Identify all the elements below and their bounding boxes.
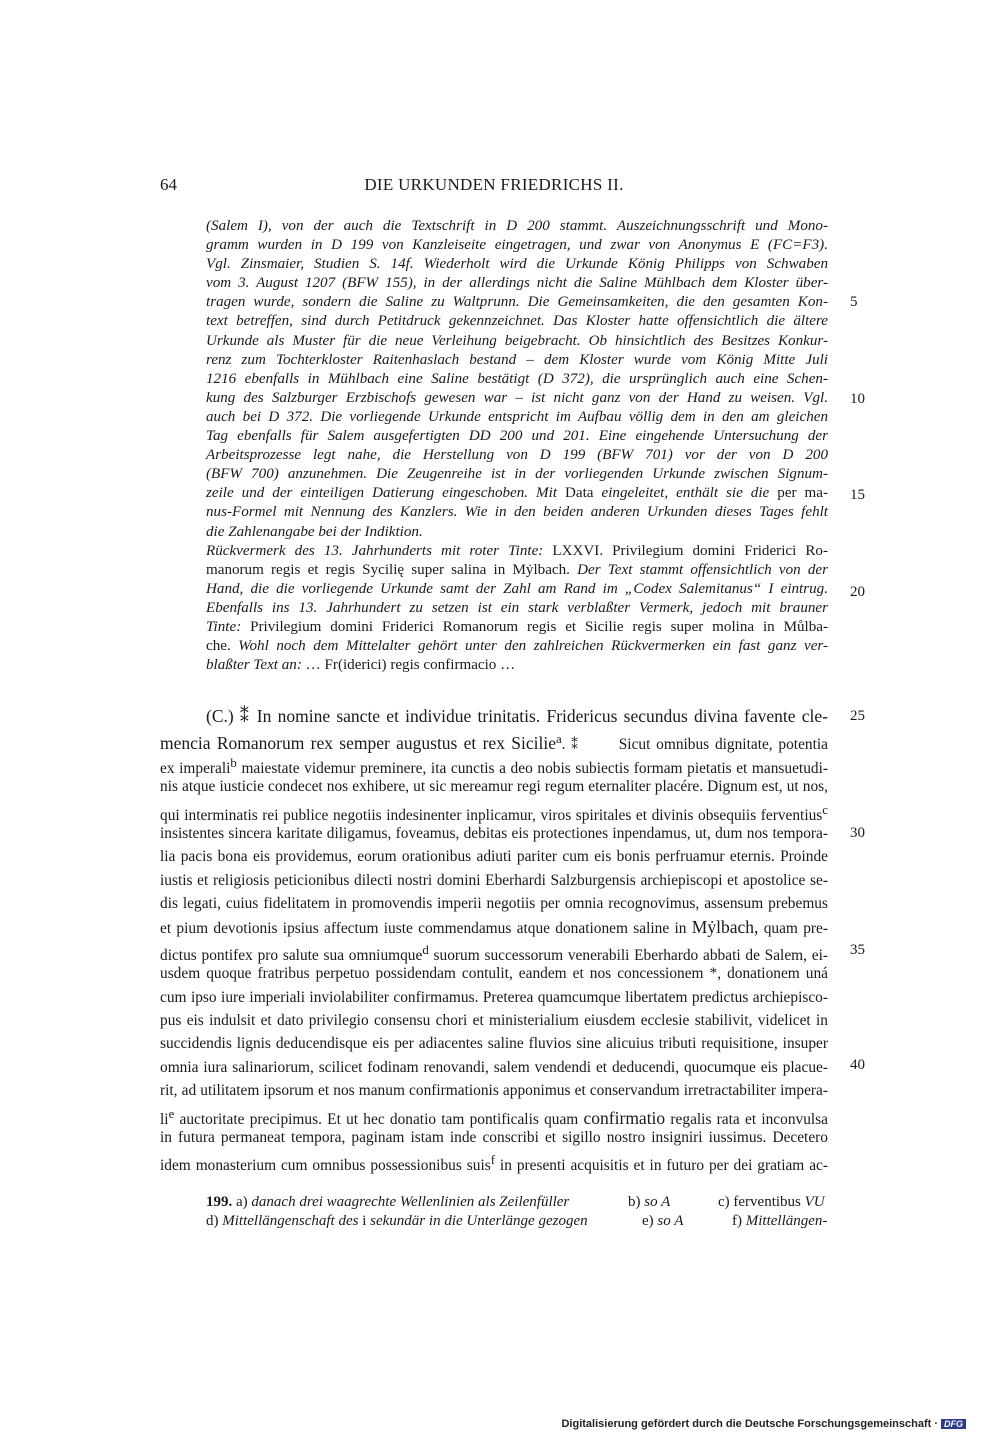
line-number: 20 bbox=[850, 584, 865, 600]
note-d bbox=[206, 1212, 588, 1231]
commentary-line: nus-Formel mit Nennung des Kanzlers. Wie in den beiden anderen Urkunden dieses Tages fehlt bbox=[206, 504, 828, 521]
commentary-line: (BFW 700) anzunehmen. Die Zeugenreihe ist in der vorliegenden Urkunde zwischen Signum- bbox=[206, 466, 828, 483]
line-number: 40 bbox=[850, 1057, 865, 1073]
commentary-line: 1216 ebenfalls in Mühlbach eine Saline bestätigt (D 372), die ursprünglich auch eine Schen- bbox=[206, 370, 828, 387]
commentary-line bbox=[206, 618, 828, 637]
note-text: ferventibus bbox=[733, 1194, 801, 1210]
filler-mark: ⁑ bbox=[571, 737, 579, 753]
text-line: pus eis indulsit et dato privilegio consensu chori et ministerialium eiusdem ecclesie stabilivit, videlicet in bbox=[160, 1012, 828, 1030]
text-line bbox=[160, 752, 828, 775]
commentary-line: kung des Salzburger Erzbischofs gewesen war – ist nicht ganz von der Hand zu weisen. Vgl. bbox=[206, 389, 828, 406]
commentary-line: Hand, die die vorliegende Urkunde samt der Zahl am Rand im „Codex Salemitanus“ I eintrug. bbox=[206, 580, 828, 597]
note-text: i bbox=[362, 1213, 367, 1229]
text-segment: idem monasterium cum omnibus possessionibus suis bbox=[160, 1157, 491, 1175]
commentary-line: auch bei D 372. Die vorliegende Urkunde entspricht im Aufbau völlig dem in den am gleichen bbox=[206, 408, 828, 425]
note-text: danach drei waagrechte Wellenlinien als Zeilenfüller bbox=[251, 1194, 570, 1210]
text-line: omnia iura salinariorum, scilicet fodinam renovandi, salem vendendi et deducendi, quocumque eis placue- bbox=[160, 1058, 828, 1076]
commentary-text: eingeleitet, enthält sie die bbox=[601, 485, 770, 502]
commentary-text: blaßter Text an: bbox=[206, 657, 302, 674]
text-line: nis atque iusticie condecet nos exhibere, ut sic mereamur regi regum eternaliter placére. Dignum est, ut nos, bbox=[160, 778, 828, 796]
running-title: DIE URKUNDEN FRIEDRICHS II. bbox=[364, 175, 624, 194]
line-number: 30 bbox=[850, 825, 865, 841]
commentary-line bbox=[206, 637, 828, 656]
note-c bbox=[718, 1193, 825, 1212]
text-segment: dictus pontifex pro salute sua omniumque bbox=[160, 947, 423, 965]
commentary-line: Vgl. Zinsmaier, Studien S. 14f. Wiederholt wird die Urkunde König Philipps von Schwaben bbox=[206, 256, 828, 273]
text-segment: et pium devotionis ipsius affectum iuste commendamus atque donationem saline in bbox=[160, 919, 687, 937]
note-text: so A bbox=[644, 1194, 671, 1210]
critical-apparatus bbox=[206, 1193, 828, 1233]
text-segment: maiestate videmur preminere, ita cunctis a deo nobis subiectis formam pietatis et mansuetudi- bbox=[241, 759, 828, 777]
text-segment: ex imperali bbox=[160, 759, 231, 777]
text-segment: suorum successorum venerabili Eberhardo abbati de Salem, ei- bbox=[433, 947, 828, 965]
quoted-note: che. bbox=[206, 638, 231, 655]
commentary-line: (Salem I), von der auch die Textschrift in D 200 stammt. Auszeichnungsschrift und Mono- bbox=[206, 218, 828, 234]
commentary-line: vom 3. August 1207 (BFW 155), in der allerdings nicht die Saline Mühlbach dem Kloster über- bbox=[206, 275, 828, 292]
quoted-note: … Fr(iderici) regis confirmacio … bbox=[305, 657, 516, 674]
commentary-line: Tag ebenfalls für Salem ausgefertigten DD 200 und 201. Eine eingehende Untersuchung der bbox=[206, 428, 828, 445]
commentary-line: tragen wurde, sondern die Saline zu Waltprunn. Die Gemeinsamkeiten, die den gesamten Kon- bbox=[206, 294, 828, 311]
quoted-note: manorum regis et regis Sycilię super salina in Mẏlbach. bbox=[206, 561, 570, 578]
text-line bbox=[160, 916, 828, 939]
commentary-line: text betreffen, sind durch Petitdruck gekennzeichnet. Das Kloster hatte offensichtlich die ältere bbox=[206, 313, 828, 330]
line-number: 35 bbox=[850, 942, 865, 958]
line-number: 15 bbox=[850, 487, 865, 503]
text-line bbox=[160, 939, 828, 965]
dfg-logo: DFG bbox=[941, 1419, 966, 1429]
commentary-text: Tinte: bbox=[206, 618, 242, 635]
quoted-note: LXXVI. Privilegium domini Friderici Ro- bbox=[552, 542, 828, 559]
commentary-text: Rückvermerk des 13. Jahrhunderts mit roter Tinte: bbox=[206, 542, 544, 559]
footnote-mark: e bbox=[168, 1106, 175, 1121]
commentary-line: renz zum Tochterkloster Raitenhaslach bestand – dem Kloster wurde vom König Mitte Juli bbox=[206, 351, 828, 368]
commentary-line: gramm wurden in D 199 von Kanzleiseite eingetragen, und zwar von Anonymus E (FC=F3). bbox=[206, 237, 828, 254]
text-segment: in presenti acquisitis et in futuro per dei gratiam ac- bbox=[499, 1157, 828, 1175]
note-f bbox=[732, 1212, 827, 1231]
text-line: (C.) ⁑ In nomine sancte et individue trinitatis. Fridericus secundus divina favente cle- bbox=[206, 706, 828, 726]
note-label: d) bbox=[206, 1213, 219, 1229]
text-segment: qui interminatis rei publice negotiis indesinenter inplicamur, viros spiritales et divinis obsequiis ferventius bbox=[160, 806, 823, 824]
text-segment: Sicut omnibus dignitate, potentia bbox=[618, 736, 828, 754]
commentary-text: Der Text stammt offensichtlich von der bbox=[577, 561, 828, 578]
note-label: f) bbox=[732, 1213, 742, 1229]
note-label: a) bbox=[236, 1194, 248, 1210]
funding-notice bbox=[561, 1418, 966, 1430]
text-line: rit, ad utilitatem ipsorum et nos manum confirmationis apponimus et conservandum irretractabiliter impera- bbox=[160, 1082, 828, 1100]
text-line: in futura permaneat tempora, paginam istam inde conscribi et sigillo nostro insigniri iussimus. Decetero bbox=[160, 1129, 828, 1147]
text-segment: Mẏlbach, bbox=[691, 916, 759, 937]
text-segment: regalis rata et inconvulsa bbox=[670, 1110, 829, 1128]
quoted-word: Data bbox=[565, 485, 594, 502]
text-line: insistentes sincera karitate diligamus, foveamus, debitas eis protectiones inpendamus, ut, dum nos tempora- bbox=[160, 824, 828, 842]
text-segment: confirmatio bbox=[583, 1107, 666, 1128]
note-sigla: VU bbox=[804, 1194, 825, 1210]
commentary-text: Wohl noch dem Mittelalter gehört unter den zahlreichen Rückvermerken ein fast ganz ver- bbox=[238, 638, 828, 655]
note-text: sekundär in die Unterlänge gezogen bbox=[370, 1213, 588, 1229]
note-label: b) bbox=[628, 1194, 641, 1210]
quoted-note: Privilegium domini Friderici Romanorum regis et Sicilie regis super molina in Můlba- bbox=[250, 618, 828, 635]
commentary-line bbox=[206, 542, 828, 561]
commentary-text: zeile und der einteiligen Datierung eingeschoben. Mit bbox=[206, 485, 558, 502]
note-document-number: 199. bbox=[206, 1194, 233, 1210]
commentary bbox=[206, 217, 828, 675]
text-line: mencia Romanorum rex semper augustus et rex Sicilie$^a$. ⁑ Sicut omnibus dignitate, potentia bbox=[160, 732, 828, 754]
commentary-line: Ebenfalls ins 13. Jahrhundert zu setzen ist ein stark verblaßter Vermerk, jedoch mit brauner bbox=[206, 599, 828, 616]
note-text: Mittellängenschaft des bbox=[222, 1213, 359, 1229]
text-line: succidendis lignis deducendisque eis per adiacentes saline fluvios sine alicuius tributi requisitione, insuper bbox=[160, 1035, 828, 1053]
page-number: 64 bbox=[160, 175, 177, 194]
footnote-mark: c bbox=[822, 802, 828, 817]
note-e bbox=[642, 1212, 683, 1231]
text-line bbox=[160, 799, 828, 822]
text-line: dis legati, cuius fidelitatem in promovendis imperii negotiis per omnia recognovimus, assensum prebemus bbox=[160, 895, 828, 913]
note-a bbox=[206, 1193, 569, 1212]
text-line: usdem quoque fratribus perpetuo possidendam contulit, eandem et nos concessionem *, donationem uná bbox=[160, 965, 828, 983]
note-text: so A bbox=[657, 1213, 684, 1229]
footnote-mark: d bbox=[422, 942, 429, 957]
line-number: 25 bbox=[850, 708, 865, 724]
text-segment: mencia Romanorum rex semper augustus et rex Sicilie bbox=[160, 733, 556, 754]
line-number: 10 bbox=[850, 391, 865, 407]
text-line bbox=[160, 1103, 828, 1126]
charter-text bbox=[160, 705, 828, 1173]
quoted-word: per ma- bbox=[777, 485, 828, 502]
text-line bbox=[160, 1149, 828, 1175]
line-number: 5 bbox=[850, 294, 858, 310]
note-text: Mittellängen- bbox=[745, 1213, 828, 1229]
footnote-mark: b bbox=[230, 755, 237, 770]
commentary-line: Arbeitsprozesse legt nahe, die Herstellung von D 199 (BFW 701) vor der von D 200 bbox=[206, 447, 828, 464]
text-line: cum ipso iure imperiali inviolabiliter confirmamus. Preterea quamcumque libertatem predictus archiepisco- bbox=[160, 988, 828, 1006]
commentary-line bbox=[206, 484, 828, 503]
text-segment: li bbox=[160, 1110, 169, 1128]
note-label: c) bbox=[718, 1194, 730, 1210]
commentary-line: die Zahlenangabe bei der Indiktion. bbox=[206, 523, 423, 540]
text-segment: quam pre- bbox=[763, 919, 828, 937]
commentary-line bbox=[206, 561, 828, 580]
commentary-line bbox=[206, 656, 828, 675]
note-label: e) bbox=[642, 1213, 654, 1229]
footnote-mark: f bbox=[490, 1153, 495, 1168]
text-line: lia pacis bona eis providemus, eorum orationibus adiuti pariter cum eis bonis perfruamur eternis. Proinde bbox=[160, 848, 828, 866]
funding-text: Digitalisierung gefördert durch die Deutsche Forschungsgemeinschaft · bbox=[561, 1418, 938, 1430]
note-b bbox=[628, 1193, 670, 1212]
text-line: iustis et religiosis peticionibus dilecti nostri domini Eberhardi Salzburgensis archiepiscopi et apostolice se- bbox=[160, 871, 828, 889]
text-segment: auctoritate precipimus. Et ut hec donatio tam pontificalis quam bbox=[179, 1110, 579, 1128]
commentary-line: Urkunde als Muster für die neue Verleihung beigebracht. Ob hinsichtlich des Besitzes Konkur- bbox=[206, 332, 828, 349]
footnote-mark: a bbox=[555, 732, 562, 747]
